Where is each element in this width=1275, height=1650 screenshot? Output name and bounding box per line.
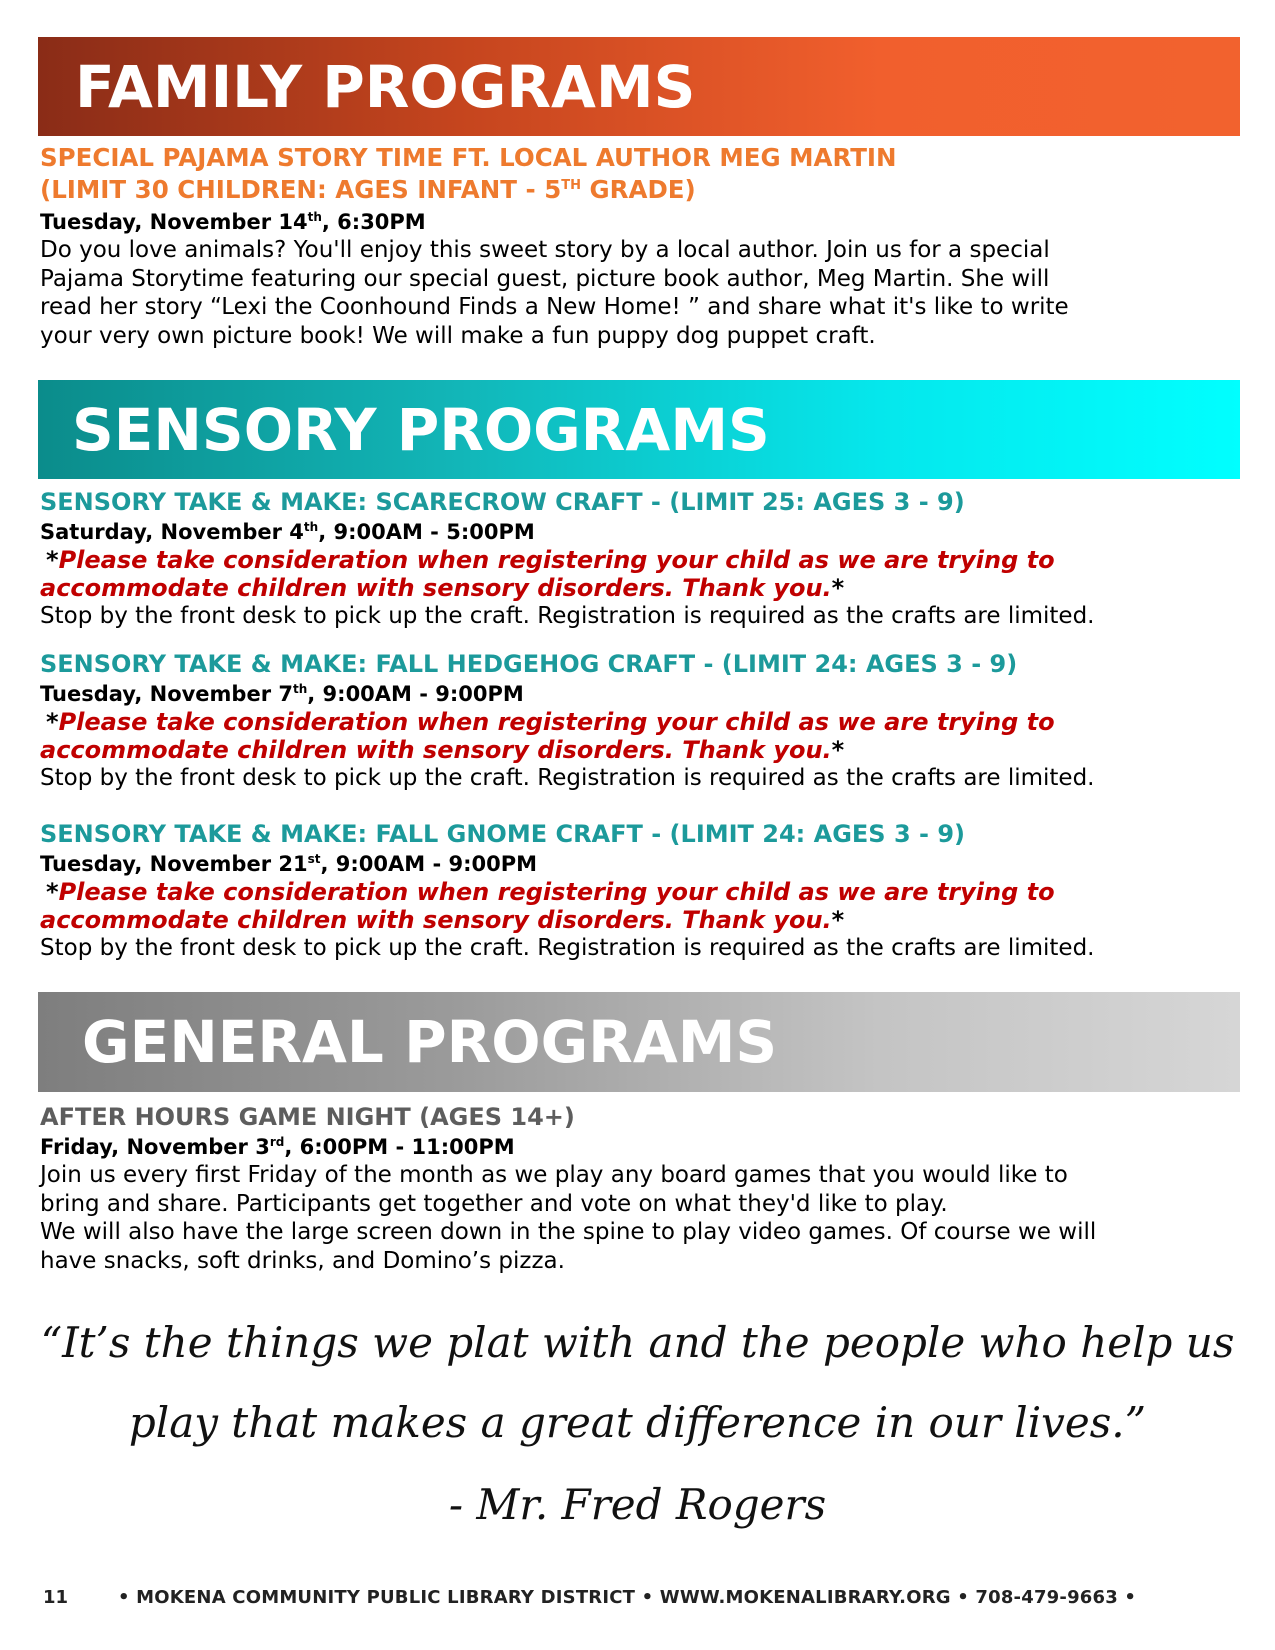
date-sup: th bbox=[303, 520, 319, 534]
note-star: * bbox=[46, 878, 59, 906]
date-sup: th bbox=[292, 682, 308, 696]
date-time: , 9:00AM - 9:00PM bbox=[320, 852, 538, 876]
program-limit-text-end: GRADE) bbox=[581, 175, 696, 204]
date-sup: th bbox=[307, 210, 322, 224]
general-programs-heading: GENERAL PROGRAMS bbox=[82, 1008, 778, 1076]
note-star: * bbox=[46, 546, 59, 574]
date-text: Tuesday, November 7 bbox=[40, 682, 293, 706]
quote-line-2: play that makes a great difference in our lives.” bbox=[128, 1398, 1147, 1447]
description-line: Do you love animals? You'll enjoy this sweet story by a local author. Join us for a special bbox=[40, 237, 1050, 263]
general-program-item bbox=[40, 1101, 1240, 1275]
page-footer bbox=[0, 1587, 1275, 1617]
note-star: * bbox=[831, 574, 845, 602]
date-time: , 6:30PM bbox=[321, 210, 426, 234]
program-title: SENSORY TAKE & MAKE: SCARECROW CRAFT - (LIMIT 25: AGES 3 - 9) bbox=[40, 488, 965, 516]
date-text: Tuesday, November 21 bbox=[40, 852, 308, 876]
program-description bbox=[40, 934, 1240, 963]
sensory-program-item bbox=[40, 648, 1240, 793]
program-date bbox=[40, 1133, 1240, 1161]
program-description bbox=[40, 602, 1240, 631]
description-line: Stop by the front desk to pick up the craft. Registration is required as the crafts are limited. bbox=[40, 935, 1095, 961]
date-sup: rd bbox=[269, 1135, 285, 1149]
program-title: SENSORY TAKE & MAKE: FALL GNOME CRAFT - (LIMIT 24: AGES 3 - 9) bbox=[40, 820, 965, 848]
description-line: have snacks, soft drinks, and Domino’s pizza. bbox=[40, 1247, 565, 1274]
note-line: Please take consideration when registering your child as we are trying to bbox=[58, 546, 1055, 574]
program-title: SENSORY TAKE & MAKE: FALL HEDGEHOG CRAFT - (LIMIT 24: AGES 3 - 9) bbox=[40, 650, 1018, 678]
quote-attribution: - Mr. Fred Rogers bbox=[448, 1480, 827, 1529]
family-program-item bbox=[40, 142, 1240, 350]
program-title: AFTER HOURS GAME NIGHT (AGES 14+) bbox=[40, 1103, 575, 1131]
general-programs-banner bbox=[38, 992, 1240, 1092]
date-time: , 9:00AM - 5:00PM bbox=[318, 520, 535, 544]
program-limit-sup: TH bbox=[561, 178, 581, 193]
note-line: accommodate children with sensory disorders. Thank you. bbox=[40, 906, 832, 934]
sensory-consideration-note bbox=[40, 708, 1240, 736]
description-line: Stop by the front desk to pick up the craft. Registration is required as the crafts are limited. bbox=[40, 765, 1095, 791]
note-star: * bbox=[831, 906, 845, 934]
date-time: , 9:00AM - 9:00PM bbox=[307, 682, 524, 706]
program-description bbox=[40, 764, 1240, 793]
date-text: Saturday, November 4 bbox=[40, 520, 304, 544]
description-line: Pajama Storytime featuring our special guest, picture book author, Meg Martin. She will bbox=[40, 265, 1050, 292]
note-star: * bbox=[831, 736, 845, 764]
note-line: accommodate children with sensory disorders. Thank you. bbox=[40, 574, 832, 602]
program-date bbox=[40, 518, 1240, 546]
description-line: Stop by the front desk to pick up the craft. Registration is required as the crafts are limited. bbox=[40, 603, 1095, 629]
description-line: your very own picture book! We will make a fun puppy dog puppet craft. bbox=[40, 322, 876, 349]
date-time: , 6:00PM - 11:00PM bbox=[284, 1135, 515, 1159]
note-line: Please take consideration when registering your child as we are trying to bbox=[58, 708, 1055, 736]
date-text: Friday, November 3 bbox=[40, 1135, 270, 1159]
description-line: We will also have the large screen down in the spine to play video games. Of course we will bbox=[40, 1219, 1097, 1245]
sensory-consideration-note-2 bbox=[40, 736, 1240, 764]
sensory-consideration-note bbox=[40, 546, 1240, 574]
description-line: Join us every first Friday of the month as we play any board games that you would like to bbox=[40, 1162, 1068, 1188]
family-programs-banner bbox=[38, 37, 1240, 136]
sensory-consideration-note-2 bbox=[40, 574, 1240, 602]
quote-line-1: “It’s the things we plat with and the people who help us bbox=[40, 1318, 1235, 1367]
page-number: 11 bbox=[43, 1587, 69, 1608]
sensory-program-item bbox=[40, 818, 1240, 963]
program-description bbox=[40, 1161, 1240, 1275]
description-line: bring and share. Participants get together and vote on what they'd like to play. bbox=[40, 1190, 948, 1217]
sensory-programs-banner bbox=[38, 380, 1240, 479]
program-title-limit bbox=[40, 174, 1240, 206]
description-line: read her story “Lexi the Coonhound Finds a New Home! ” and share what it's like to write bbox=[40, 294, 1069, 320]
date-sup: st bbox=[307, 852, 321, 866]
program-date bbox=[40, 850, 1240, 878]
program-title-line1: SPECIAL PAJAMA STORY TIME FT. LOCAL AUTHOR MEG MARTIN bbox=[40, 143, 897, 172]
sensory-programs-heading: SENSORY PROGRAMS bbox=[72, 395, 770, 464]
program-limit-text: (LIMIT 30 CHILDREN: AGES INFANT - 5 bbox=[40, 175, 562, 204]
sensory-consideration-note-2 bbox=[40, 906, 1240, 934]
footer-text: • MOKENA COMMUNITY PUBLIC LIBRARY DISTRICT • WWW.MOKENALIBRARY.ORG • 708-479-9663 • bbox=[118, 1587, 1137, 1608]
family-programs-heading: FAMILY PROGRAMS bbox=[75, 52, 696, 121]
program-date bbox=[40, 208, 1240, 236]
sensory-program-item bbox=[40, 486, 1240, 631]
program-date bbox=[40, 680, 1240, 708]
date-text: Tuesday, November 14 bbox=[40, 210, 308, 234]
program-title bbox=[40, 142, 1240, 174]
note-line: accommodate children with sensory disorders. Thank you. bbox=[40, 736, 832, 764]
sensory-consideration-note bbox=[40, 878, 1240, 906]
program-description bbox=[40, 236, 1240, 350]
note-star: * bbox=[46, 708, 59, 736]
note-line: Please take consideration when registering your child as we are trying to bbox=[58, 878, 1055, 906]
